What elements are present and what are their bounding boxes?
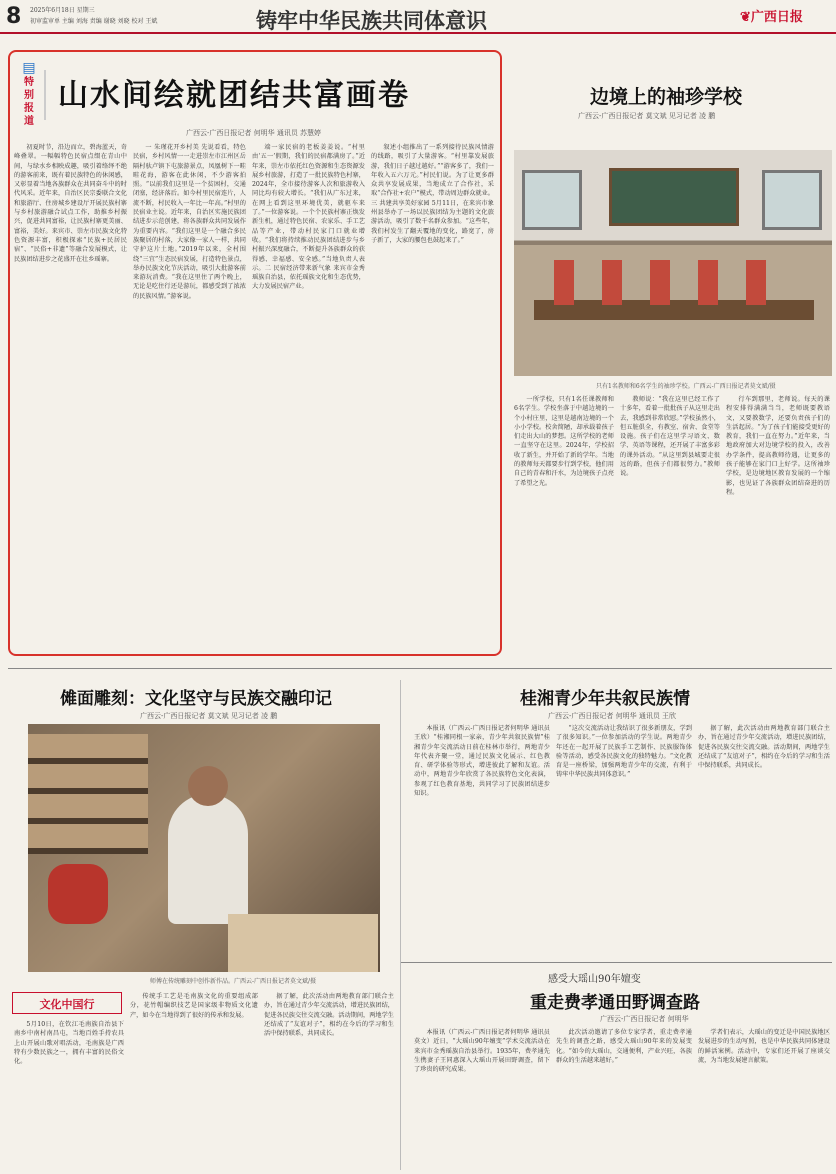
bottom-col-2 (130, 992, 258, 1170)
school-headline: 边境上的袖珍学校 (590, 86, 743, 108)
feature-byline: 广西云-广西日报记者 何明华 通讯员 苏慧婷 (186, 129, 322, 137)
youth-col-3 (698, 724, 830, 964)
feature-col-1 (14, 143, 127, 649)
window-right (762, 170, 822, 230)
yao-headline: 重走费孝通田野调查路 (530, 993, 700, 1013)
school-caption: 只有1名教师和6名学生的袖珍学校。广西云-广西日报记者莫文斌/摄 (596, 383, 776, 390)
yao-col-3 (698, 1028, 830, 1170)
masthead-name: 广西日报 (750, 10, 803, 25)
special-badge (16, 60, 42, 127)
craftsman-head (188, 766, 228, 806)
carving-photo (28, 724, 380, 972)
feature-text-2: 一 朱瑾花开乡村美 先说看看，特色民宿，乡村风情一一走进崇左市江州区岳隔村驮卢镇下屯旅游景点，凤凰树下一畦畦花海，游客在此休闲，不少游客拍照。“以前我们这里是一个贫困村，交通闭塞，经济落后。如今村里民宿连片，人流不断，村民收入一年比一年高。”村里的民宿业主说。近年来，自治区实施民族团结进步示范创建，将各族群众共同发展作为重要内容。“我们这里是一个融合多民族聚居的村落，大家像一家人一样，共同守护这片土地。”2019年以来，全村围绕“三宜”生态民宿发展，打造特色景点，举办民族文化节庆活动，吸引大批游客前来游玩消费。“我在这里住了两个晚上，无论是吃住行还是游玩，都感受到了浓浓的民族风情。”游客说。 (133, 144, 246, 300)
issue-date: 2025年6月18日 星期三 (30, 7, 95, 14)
page-header (0, 0, 836, 34)
editor-line: 初审监审单 主编 刘海 责编 谢晓 刘晓 校对 王斌 (30, 18, 158, 25)
student-figures (554, 260, 794, 305)
book-icon: ▤ (22, 60, 36, 76)
youth-text-2: “这次交流活动让我结识了很多新朋友，学到了很多知识。”一位参加活动的学生说。两地青少年还在一起开展了民族手工艺制作、民族服饰体验等活动，感受各民族文化的独特魅力。“文化教育是一座桥梁，加强两地青少年的交流，有利于铸牢中华民族共同体意识。” (556, 725, 692, 779)
yao-subtitle: 感受大瑶山90年嬗变 (548, 974, 641, 985)
carving-headline: 傩面雕刻：文化坚守与民族交融印记 (60, 689, 332, 709)
school-text-1: 一所学校，只有1名任课教师和6名学生。学校坐落于中越边境的一个小村庄里，这里是越南边境的一个小小学校。校舍简陋，却承载着孩子们走出大山的梦想。这所学校的老师一直坚守在这里。2024年，学校招收了新生，并开始了新的学年。当地的教师每天都要步行到学校，他们用自己的青春和汗水，为边境孩子点亮了希望之光。 (514, 396, 614, 487)
rule-2 (400, 962, 832, 963)
feature-text-3: 端一家民宿的老板姜姜说。“村里由‘五一’假期，我们的民宿都满房了。”近年来，崇左市依托红色资源和生态资源发展乡村旅游，打造了一批民族特色村寨，2024年，全市接待游客人次和旅游收入同比均有较大增长。“我们从广东过来，在网上看到这里环境优美，就驱车来了。”一位游客说。一个个民族村寨正焕发新生机，通过特色民宿、农家乐、手工艺品等产业，带动村民家门口就业增收。“我们将持续推动民族团结进步与乡村振兴深度融合，不断提升各族群众的获得感、幸福感、安全感。”当地负责人表示。二 民宿经济带来新气象 来宾市金秀瑶族自治县，依托瑶族文化和生态优势，大力发展民宿产业。 (252, 144, 365, 291)
rooster-icon: ❦ (740, 10, 751, 25)
masthead-logo (740, 6, 803, 25)
column-badge (12, 992, 122, 1014)
feature-col-3 (252, 143, 365, 649)
column-label: 文化中国行 (39, 998, 95, 1011)
feature-text-1: 初夏时节，沿边而立，碧海蓝天，奇峰叠翠。一幅幅特色民宿点缀在青山中间，与绿水乡相映成趣，吸引着络绎不绝的游客前来，既有着民族特色的休闲感，又彰显着当地各族群众在共同奋斗中的时代风采。近年来，自治区民宗委联合文化和旅游厅、住房城乡建设厅开展民族村寨与乡村旅游融合试点工作，助推乡村振兴，促进共同富裕，让民族村寨更美丽、富裕，美好。来宾市、崇左市民族文化特色资源丰富，积极探索“民族+民居民宿”、“民俗+非遗”等融合发展模式，让民族团结进步之花盛开在壮乡瑶寨。 (14, 144, 127, 263)
window-left (522, 170, 582, 230)
carving-byline: 广西云-广西日报记者 莫文斌 见习记者 凌 鹏 (140, 712, 278, 720)
blackboard (609, 168, 739, 226)
yao-text-3: 学者们表示，大瑶山的变迁是中国民族地区发展进步的生动写照，也是中华民族共同体建设的鲜活案例。活动中，专家们还开展了座谈交流，为当地发展建言献策。 (698, 1029, 830, 1064)
school-text-3: 行车到那里，老师说。每天的课程安排得满满当当，老师既要教语文，又要教数学，还要负责孩子们的生活起居。“为了孩子们能接受更好的教育，我们一直在努力。”近年来，当地政府加大对边境学校的投入，改善办学条件，提高教师待遇，让更多的孩子能够在家门口上好学。这所袖珍学校，是边境地区教育发展的一个缩影，也见证了各族群众团结奋进的历程。 (726, 396, 830, 496)
school-text-2: 教师说：“我在这里已经工作了十多年，看着一批批孩子从这里走出去，我感到非常欣慰。”学校虽然小，但五脏俱全，有教室、宿舍、食堂等设施。孩子们在这里学习语文、数学、英语等课程，还开展了丰富多彩的课外活动。“从这里到县城要走很远的路，但孩子们都很努力。”教师说。 (620, 396, 720, 478)
feature-text-4: 叙述小组推出了一系列接待民族风情游的线路，吸引了大量游客。“村里靠发展旅游，我们日子越过越好。”“游客多了，我们一年收入五六万元。”村民们说。为了让更多群众共享发展成果，当地成立了合作社，采取“合作社+农户”模式，带动周边群众就业。三 共建共享美好家园 5月11日，在来宾市象州县举办了一场以民族团结为主题的文化旅游活动，吸引了数千名群众参加。“这些年，我们村发生了翻天覆地的变化，路宽了，房子新了，大家的腰包也鼓起来了。” (371, 144, 494, 244)
feature-headline: 山水间绘就团结共富画卷 (58, 78, 410, 113)
shelf-masks (28, 734, 148, 854)
wood-shavings (228, 914, 378, 972)
school-col-2 (620, 395, 720, 695)
craftsman (168, 794, 248, 924)
school-col-1 (514, 395, 614, 695)
feature-col-2 (133, 143, 246, 649)
column-text-1: 5月10日，在钦江毛南族自治县下南乡中南村南昌屯，当地百姓手持农具上山开展山歌对唱活动，毛南族是广西特有少数民族之一，拥有丰富的民俗文化。 (14, 1021, 124, 1066)
yao-byline: 广西云-广西日报记者 何明华 (600, 1015, 689, 1023)
youth-text-1: 本报讯（广西云-广西日报记者何明华 通讯员王欣）“桂湘同根一家亲，青少年共叙民族情”桂湘青少年交流活动日前在桂林市举行，两地青少年代表齐聚一堂，通过民族文化展示、红色教育、研学体验等形式，增进彼此了解和友谊。活动中，两地青少年欣赏了各民族特色文化表演，参观了红色教育基地，共同学习了民族团结进步知识。 (414, 725, 550, 798)
carving-extra: 据了解，此次活动由两地教育部门联合主办，旨在通过青少年交流活动，增进民族团结，促进各民族交往交流交融。活动期间，两地学生还结成了“友谊对子”，相约在今后的学习和生活中保持联系，共同成长。 (264, 993, 394, 1038)
bottom-col-3 (264, 992, 394, 1170)
feature-title (44, 70, 490, 120)
yao-text-2: 此次活动邀请了多位专家学者，重走费孝通先生的调查之路，感受大瑶山90年来的发展变化。“如今的大瑶山，交通便利，产业兴旺，各族群众的生活越来越好。” (556, 1029, 692, 1064)
school-photo (514, 150, 832, 376)
youth-col-1 (414, 724, 550, 964)
page-number: 8 (6, 4, 22, 29)
yao-col-1 (414, 1028, 550, 1170)
youth-byline: 广西云-广西日报记者 何明华 通讯员 王欣 (548, 712, 677, 720)
yao-text-1: 本报讯（广西云-广西日报记者何明华 通讯员莫文）近日，“大瑶山90年嬗变”学术交流活动在来宾市金秀瑶族自治县举行。1935年，费孝通先生携妻子王同惠深入大瑶山开展田野调查，留下了珍贵的研究成果。 (414, 1029, 550, 1074)
school-byline: 广西云-广西日报记者 莫文斌 见习记者 凌 鹏 (578, 112, 716, 120)
youth-text-3: 据了解，此次活动由两地教育部门联合主办，旨在通过青少年交流活动，增进民族团结，促进各民族交往交流交融。活动期间，两地学生还结成了“友谊对子”，相约在今后的学习和生活中保持联系，共同成长。 (698, 725, 830, 770)
banner-title: 铸牢中华民族共同体意识 (256, 8, 487, 33)
yao-col-2 (556, 1028, 692, 1170)
column-text-2: 传统手工艺是毛南族文化的重要组成部分，花竹帽编织技艺是国家级非物质文化遗产，如今在当地得到了很好的传承和发展。 (130, 993, 258, 1019)
rule-1 (8, 668, 832, 669)
carving-caption: 师傅在传统雕刻中创作新作品。广西云-广西日报记者莫文斌/摄 (150, 978, 317, 985)
school-col-3 (726, 395, 830, 695)
feature-col-4 (371, 143, 494, 649)
rule-v1 (400, 680, 401, 1170)
bottom-col-1 (14, 1020, 124, 1170)
youth-headline: 桂湘青少年共叙民族情 (520, 689, 690, 709)
youth-col-2 (556, 724, 692, 964)
badge-text: 特别报道 (24, 77, 34, 127)
red-masks (48, 864, 108, 924)
